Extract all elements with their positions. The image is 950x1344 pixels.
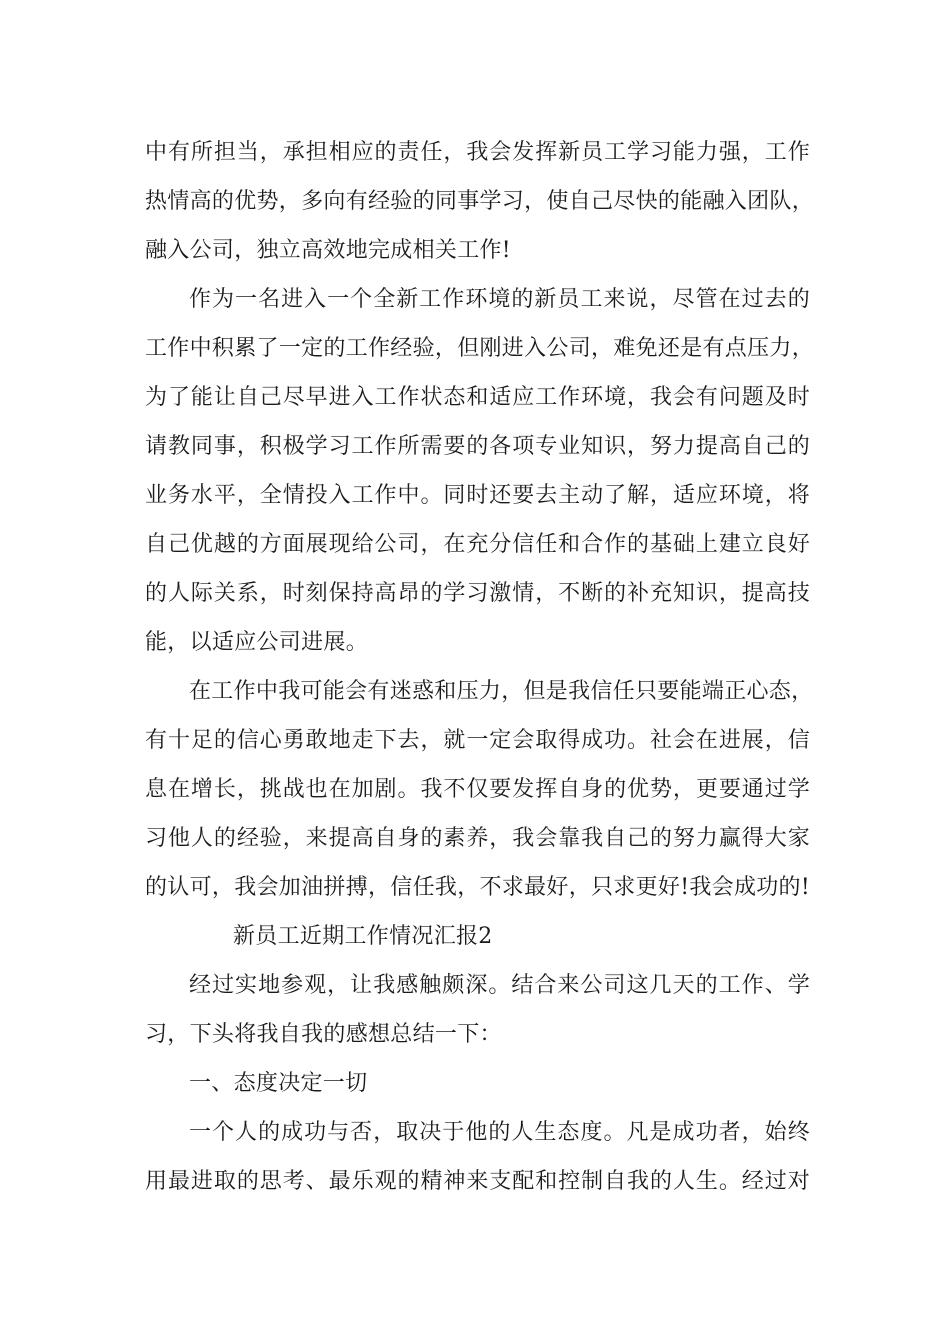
paragraph-first-line: 一个人的成功与否，取决于他的人生态度。凡是成功者，始终 [189,1120,810,1145]
text-line: 中有所担当，承担相应的责任，我会发挥新员工学习能力强，工作 [145,140,810,165]
text-line: 习，下头将我自我的感想总结一下： [145,1022,502,1047]
text-line: 能，以适应公司进展。 [145,630,369,655]
text-line: 息在增长，挑战也在加剧。我不仅要发挥自身的优势，更要通过学 [145,777,810,802]
paragraph-first-line: 在工作中我可能会有迷惑和压力，但是我信任只要能端正心态， [189,679,814,704]
paragraph-first-line: 经过实地参观，让我感触颇深。结合来公司这几天的工作、学 [189,973,810,998]
text-line: 融入公司，独立高效地完成相关工作! [145,238,511,263]
text-line: 的人际关系，时刻保持高昂的学习激情，不断的补充知识，提高技 [145,581,810,606]
text-line: 用最进取的思考、最乐观的精神来支配和控制自我的人生。经过对 [145,1169,810,1194]
text-line: 自己优越的方面展现给公司，在充分信任和合作的基础上建立良好 [145,532,810,557]
document-body [145,128,815,1206]
text-line: 为了能让自己尽早进入工作状态和适应工作环境，我会有问题及时 [145,385,810,410]
text-line: 的认可，我会加油拼搏，信任我，不求最好，只求更好!我会成功的! [145,875,810,900]
section-heading: 新员工近期工作情况汇报2 [233,924,493,949]
text-line: 热情高的优势，多向有经验的同事学习，使自己尽快的能融入团队， [145,189,815,214]
subsection-heading: 一、态度决定一切 [189,1071,368,1096]
text-line: 习他人的经验，来提高自身的素养，我会靠我自己的努力赢得大家 [145,826,810,851]
paragraph-first-line: 作为一名进入一个全新工作环境的新员工来说，尽管在过去的 [189,287,810,312]
text-line: 工作中积累了一定的工作经验，但刚进入公司，难免还是有点压力， [145,336,815,361]
text-line: 请教同事，积极学习工作所需要的各项专业知识，努力提高自己的 [145,434,810,459]
text-line: 有十足的信心勇敢地走下去，就一定会取得成功。社会在进展，信 [145,728,810,753]
text-line: 业务水平，全情投入工作中。同时还要去主动了解，适应环境，将 [145,483,810,508]
